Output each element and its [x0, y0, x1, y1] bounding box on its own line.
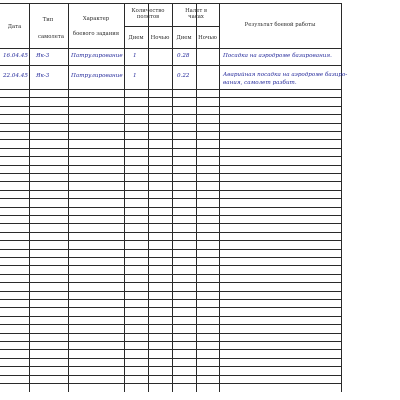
- row2-mission-nature: Патрулирование: [71, 73, 123, 79]
- row-rule: [0, 307, 341, 308]
- row-rule: [0, 274, 341, 275]
- header-sorties-night: Ночью: [150, 35, 170, 41]
- row2-hours-day: 0.22: [177, 73, 190, 79]
- header-mission-nature: Характер боевого задания: [72, 16, 120, 37]
- row-rule: [0, 198, 341, 199]
- row-rule: [0, 156, 341, 157]
- row-rule: [0, 97, 341, 98]
- row1-sorties-day: 1: [133, 53, 137, 59]
- row-rule: [0, 207, 341, 208]
- row1-result: Посадка на аэродроме базирования.: [223, 53, 332, 59]
- column-rule: [341, 3, 342, 392]
- row1-date: 16.04.45: [3, 53, 28, 59]
- row-rule: [0, 299, 341, 300]
- row-rule: [0, 324, 341, 325]
- row2-sorties-day: 1: [133, 73, 137, 79]
- row2-aircraft-type: Як-3: [36, 73, 50, 79]
- header-flight-hours: Налет в часах: [185, 8, 207, 20]
- row-rule: [0, 190, 341, 191]
- row2-result-line2: вания, самолет разбит.: [223, 80, 297, 86]
- header-date: Дата: [7, 24, 22, 30]
- row-rule: [0, 333, 341, 334]
- row2-result-line1: Аварийная посадка на аэродроме базиро-: [223, 72, 348, 78]
- row-rule: [0, 316, 341, 317]
- row-rule: [0, 341, 341, 342]
- row-rule: [0, 265, 341, 266]
- row-rule: [0, 257, 341, 258]
- row-rule: [0, 349, 341, 350]
- row-rule: [0, 291, 341, 292]
- header-result: Результат боевой работы: [244, 22, 316, 28]
- sub-header-rule: [172, 26, 219, 27]
- row-rule: [0, 114, 341, 115]
- row-rule: [0, 89, 341, 90]
- row-rule: [0, 282, 341, 283]
- row-rule: [0, 65, 341, 66]
- row2-date: 22.04.45: [3, 73, 28, 79]
- row-rule: [0, 106, 341, 107]
- header-hours-day: Днем: [176, 35, 192, 41]
- row1-aircraft-type: Як-3: [36, 53, 50, 59]
- row-rule: [0, 375, 341, 376]
- row-rule: [0, 232, 341, 233]
- row-rule: [0, 131, 341, 132]
- row-rule: [0, 215, 341, 216]
- row-rule: [0, 181, 341, 182]
- header-bottom-rule: [0, 48, 341, 49]
- row1-hours-day: 0.28: [177, 53, 190, 59]
- header-hours-night: Ночью: [198, 35, 217, 41]
- sub-header-rule: [124, 26, 172, 27]
- table-top-rule: [0, 3, 341, 4]
- row-rule: [0, 249, 341, 250]
- row-rule: [0, 358, 341, 359]
- row-rule: [0, 165, 341, 166]
- row-rule: [0, 123, 341, 124]
- row-rule: [0, 240, 341, 241]
- row-rule: [0, 173, 341, 174]
- row1-mission-nature: Патрулирование: [71, 53, 123, 59]
- header-sorties-count: Количество полетов: [131, 8, 165, 20]
- row-rule: [0, 366, 341, 367]
- row-rule: [0, 383, 341, 384]
- header-aircraft-type: Тип самолета: [38, 17, 65, 40]
- row-rule: [0, 223, 341, 224]
- row-rule: [0, 148, 341, 149]
- header-sorties-day: Днем: [128, 35, 144, 41]
- row-rule: [0, 139, 341, 140]
